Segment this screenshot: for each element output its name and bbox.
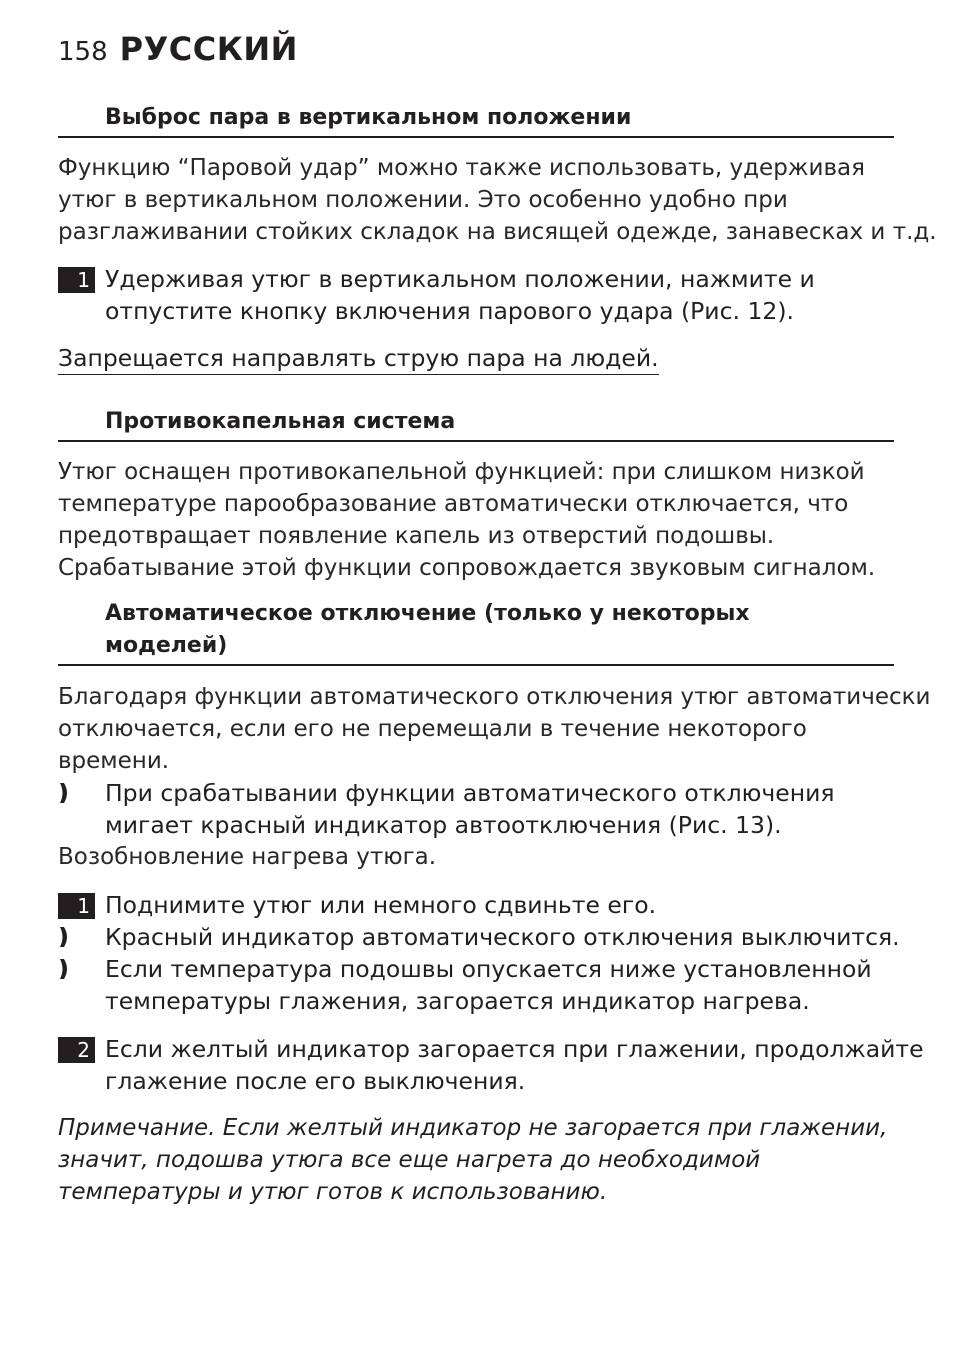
note-text: [58, 1112, 898, 1208]
text-line: Функцию “Паровой удар” можно также использовать, удерживая: [58, 155, 865, 181]
text-line: мигает красный индикатор автоотключения (Рис. 13).: [105, 811, 782, 839]
text-line: температуре парообразование автоматически отключается, что: [58, 491, 849, 517]
language-title: РУССКИЙ: [119, 30, 298, 68]
section-heading-drip-stop: Противокапельная система: [58, 406, 894, 442]
bullet-icon: [60, 959, 70, 979]
bullet-item: [58, 921, 898, 953]
page-number: 158: [58, 37, 108, 67]
warning-text: Запрещается направлять струю пара на людей.: [58, 342, 659, 375]
text-line: Срабатывание этой функции сопровождается звуковым сигналом.: [58, 555, 876, 581]
bullet-icon: [60, 783, 70, 803]
heading-line: моделей): [105, 633, 228, 658]
text-line: отпустите кнопку включения парового удара (Рис. 12).: [105, 297, 794, 325]
text-line: температуры и утюг готов к использованию.: [58, 1179, 608, 1205]
resume-heating-label: Возобновление нагрева утюга.: [58, 844, 437, 870]
step-item: [58, 263, 898, 327]
step-number-badge: 1: [58, 267, 95, 293]
text-line: Примечание. Если желтый индикатор не загорается при глажении,: [58, 1115, 888, 1141]
step-number-badge: 2: [58, 1037, 95, 1063]
page-header: [58, 30, 298, 68]
paragraph-drip-stop: [58, 456, 898, 584]
text-line: значит, подошва утюга все еще нагрета до необходимой: [58, 1147, 761, 1173]
paragraph-vertical-steam: [58, 152, 937, 248]
text-line: температуры глажения, загорается индикатор нагрева.: [105, 987, 810, 1015]
text-line: При срабатывании функции автоматического отключения: [105, 779, 835, 807]
text-line: Благодаря функции автоматического отключения утюг автоматически: [58, 684, 931, 710]
text-line: Поднимите утюг или немного сдвиньте его.: [105, 891, 657, 919]
text-line: времени.: [58, 748, 170, 774]
bullet-icon: [60, 927, 70, 947]
bullet-item: [58, 777, 898, 841]
text-line: разглаживании стойких складок на висящей одежде, занавесках и т.д.: [58, 219, 937, 245]
section-heading-auto-off: [58, 598, 894, 666]
step-number-badge: 1: [58, 893, 95, 919]
text-line: Красный индикатор автоматического отключения выключится.: [105, 923, 900, 951]
text-line: Если желтый индикатор загорается при глажении, продолжайте: [105, 1035, 924, 1063]
paragraph-auto-off: [58, 681, 931, 777]
heading-line: Автоматическое отключение (только у некоторых: [105, 601, 750, 626]
text-line: отключается, если его не перемещали в течение некоторого: [58, 716, 807, 742]
bullet-item: [58, 953, 898, 1017]
text-line: Если температура подошвы опускается ниже установленной: [105, 955, 872, 983]
step-item: [58, 1033, 924, 1097]
text-line: Удерживая утюг в вертикальном положении, нажмите и: [105, 265, 815, 293]
section-heading-vertical-steam: Выброс пара в вертикальном положении: [58, 102, 894, 138]
text-line: Утюг оснащен противокапельной функцией: при слишком низкой: [58, 459, 865, 485]
text-line: глажение после его выключения.: [105, 1067, 526, 1095]
step-item: [58, 889, 898, 921]
text-line: утюг в вертикальном положении. Это особенно удобно при: [58, 187, 788, 213]
text-line: предотвращает появление капель из отверстий подошвы.: [58, 523, 775, 549]
